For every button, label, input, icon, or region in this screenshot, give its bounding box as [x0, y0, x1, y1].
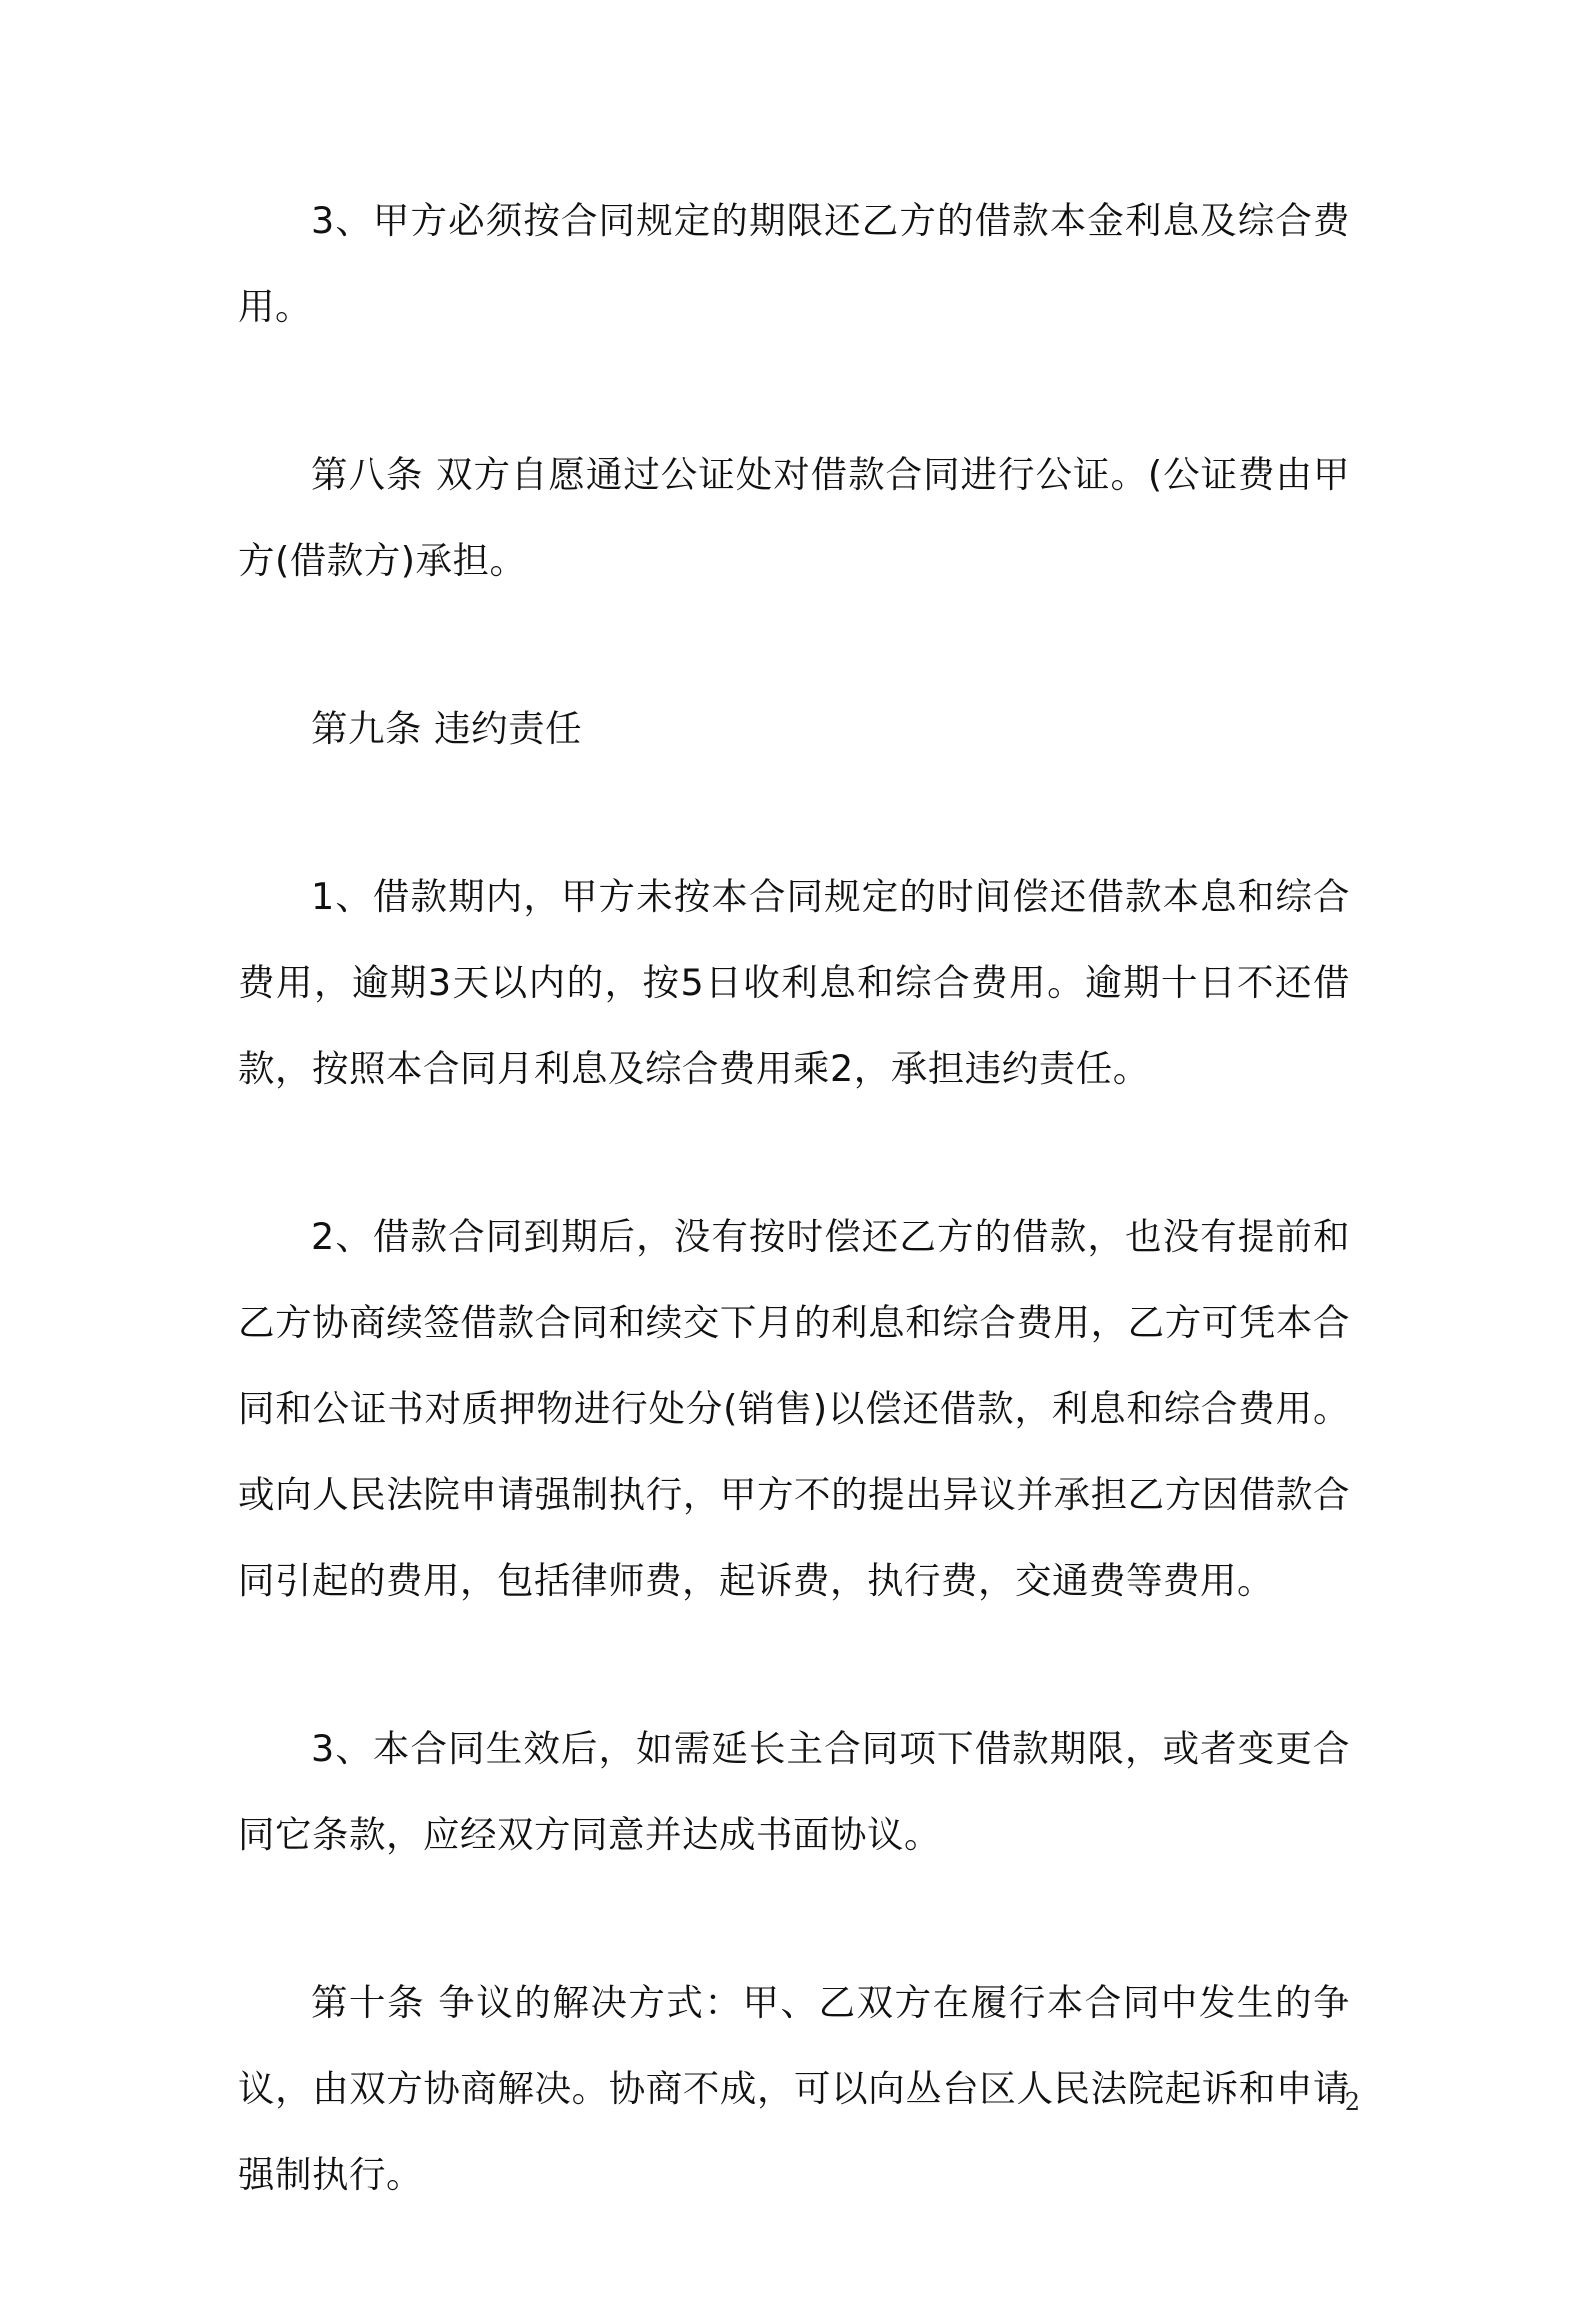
- paragraph-article-9-heading: 第九条 违约责任: [311, 707, 583, 750]
- paragraph-clause-9-2: 2、借款合同到期后，没有按时偿还乙方的借款，也没有提前和乙方协商续签借款合同和续交下月的利息和综合费用，乙方可凭本合同和公证书对质押物进行处分(销售)以偿还借款，利息和综合费用。或向人民法院申请强制执行，甲方不的提出异议并承担乙方因借款合同引起的费用，包括律师费，起诉费，执行费，交通费等费用。: [238, 1215, 1350, 1602]
- paragraph-clause-9-1: 1、借款期内，甲方未按本合同规定的时间偿还借款本息和综合费用，逾期3天以内的，按5日收利息和综合费用。逾期十日不还借款，按照本合同月利息及综合费用乘2，承担违约责任。: [238, 875, 1350, 1090]
- page-number: 2: [1344, 2088, 1360, 2116]
- paragraph-clause-7-3: 3、甲方必须按合同规定的期限还乙方的借款本金利息及综合费用。: [238, 199, 1350, 328]
- paragraph-clause-9-3: 3、本合同生效后，如需延长主合同项下借款期限，或者变更合同它条款，应经双方同意并达成书面协议。: [238, 1727, 1350, 1856]
- paragraph-article-8: 第八条 双方自愿通过公证处对借款合同进行公证。(公证费由甲方(借款方)承担。: [238, 453, 1350, 582]
- document-body: [238, 178, 1350, 2300]
- paragraph-article-10: 第十条 争议的解决方式：甲、乙双方在履行本合同中发生的争议，由双方协商解决。协商不成，可以向丛台区人民法院起诉和申请强制执行。: [238, 1981, 1350, 2196]
